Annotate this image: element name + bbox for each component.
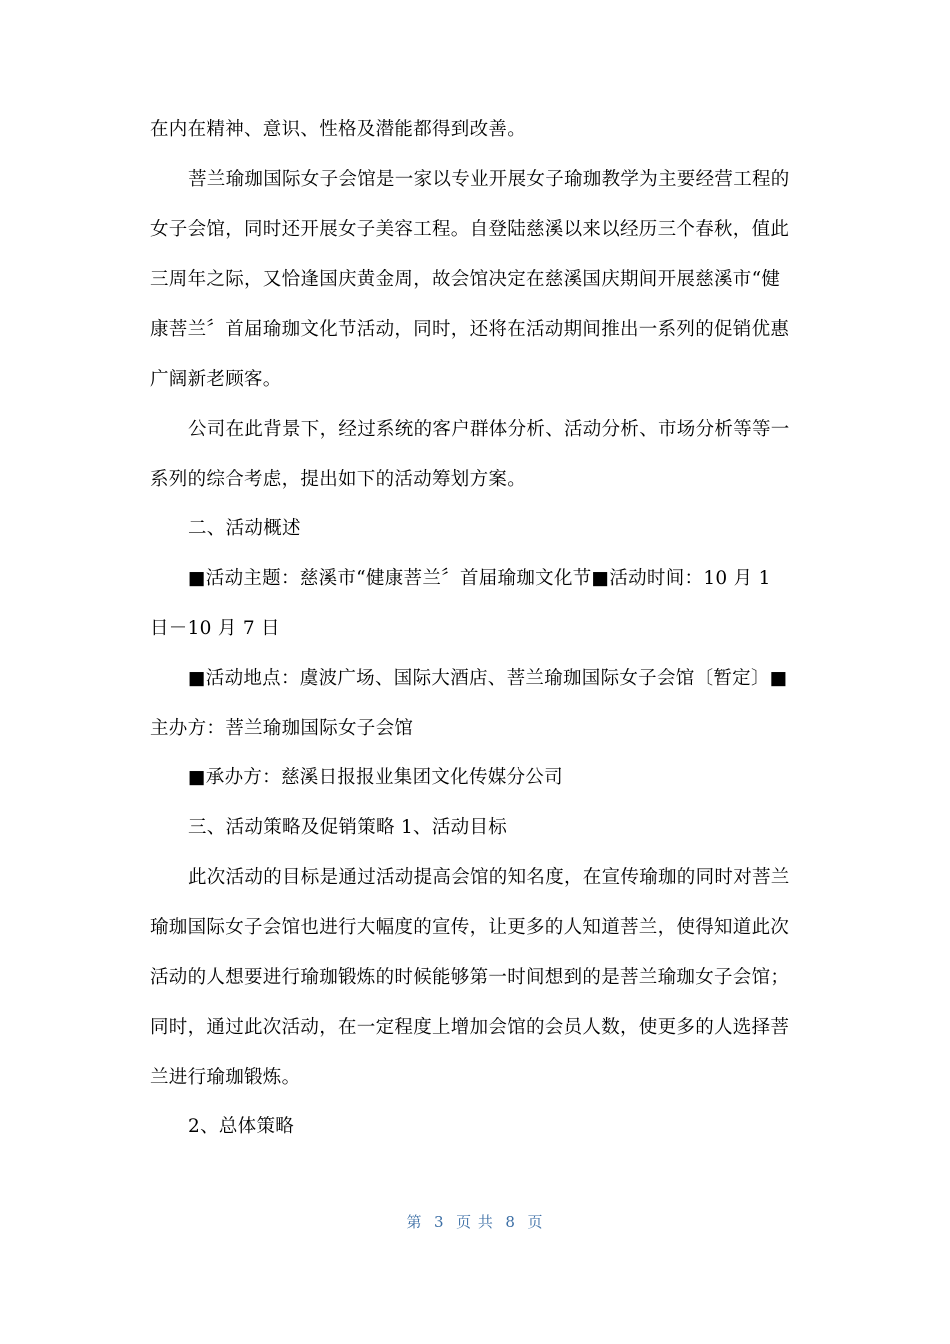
paragraph-first-line: ■活动地点：虞波广场、国际大酒店、菩兰瑜珈国际女子会馆〔暂定〕■: [188, 668, 788, 689]
text-line: 在内在精神、意识、性格及潜能都得到改善。: [150, 119, 527, 140]
page-number-footer: 第 3 页 共 8 页: [406, 1213, 544, 1231]
section-heading: 2、总体策略: [188, 1116, 295, 1137]
section-heading: 三、活动策略及促销策略 1、活动目标: [188, 817, 508, 838]
text-line: 主办方：菩兰瑜珈国际女子会馆: [150, 718, 414, 739]
text-line: 康菩兰〞首届瑜珈文化节活动，同时，还将在活动期间推出一系列的促销优惠: [150, 319, 790, 340]
paragraph-first-line: 公司在此背景下，经过系统的客户群体分析、活动分析、市场分析等等一: [188, 419, 790, 440]
paragraph-first-line: ■承办方：慈溪日报报业集团文化传媒分公司: [188, 767, 563, 788]
text-line: 活动的人想要进行瑜珈锻炼的时候能够第一时间想到的是菩兰瑜珈女子会馆；: [150, 967, 790, 988]
text-line: 三周年之际，又恰逢国庆黄金周，故会馆决定在慈溪国庆期间开展慈溪市“健: [150, 269, 781, 290]
paragraph-first-line: 此次活动的目标是通过活动提高会馆的知名度，在宣传瑜珈的同时对菩兰: [188, 867, 790, 888]
text-line: 系列的综合考虑，提出如下的活动筹划方案。: [150, 469, 527, 490]
text-line: 日－10 月 7 日: [150, 618, 280, 639]
section-heading: 二、活动概述: [188, 518, 301, 539]
text-line: 瑜珈国际女子会馆也进行大幅度的宣传，让更多的人知道菩兰，使得知道此次: [150, 917, 790, 938]
text-line: 同时，通过此次活动，在一定程度上增加会馆的会员人数，使更多的人选择菩: [150, 1017, 790, 1038]
text-line: 女子会馆，同时还开展女子美容工程。自登陆慈溪以来以经历三个春秋，值此: [150, 219, 790, 240]
paragraph-first-line: ■活动主题：慈溪市“健康菩兰〞首届瑜珈文化节■活动时间：10 月 1: [188, 568, 771, 589]
text-line: 广阔新老顾客。: [150, 369, 282, 390]
paragraph-first-line: 菩兰瑜珈国际女子会馆是一家以专业开展女子瑜珈教学为主要经营工程的: [188, 169, 790, 190]
text-line: 兰进行瑜珈锻炼。: [150, 1067, 301, 1088]
